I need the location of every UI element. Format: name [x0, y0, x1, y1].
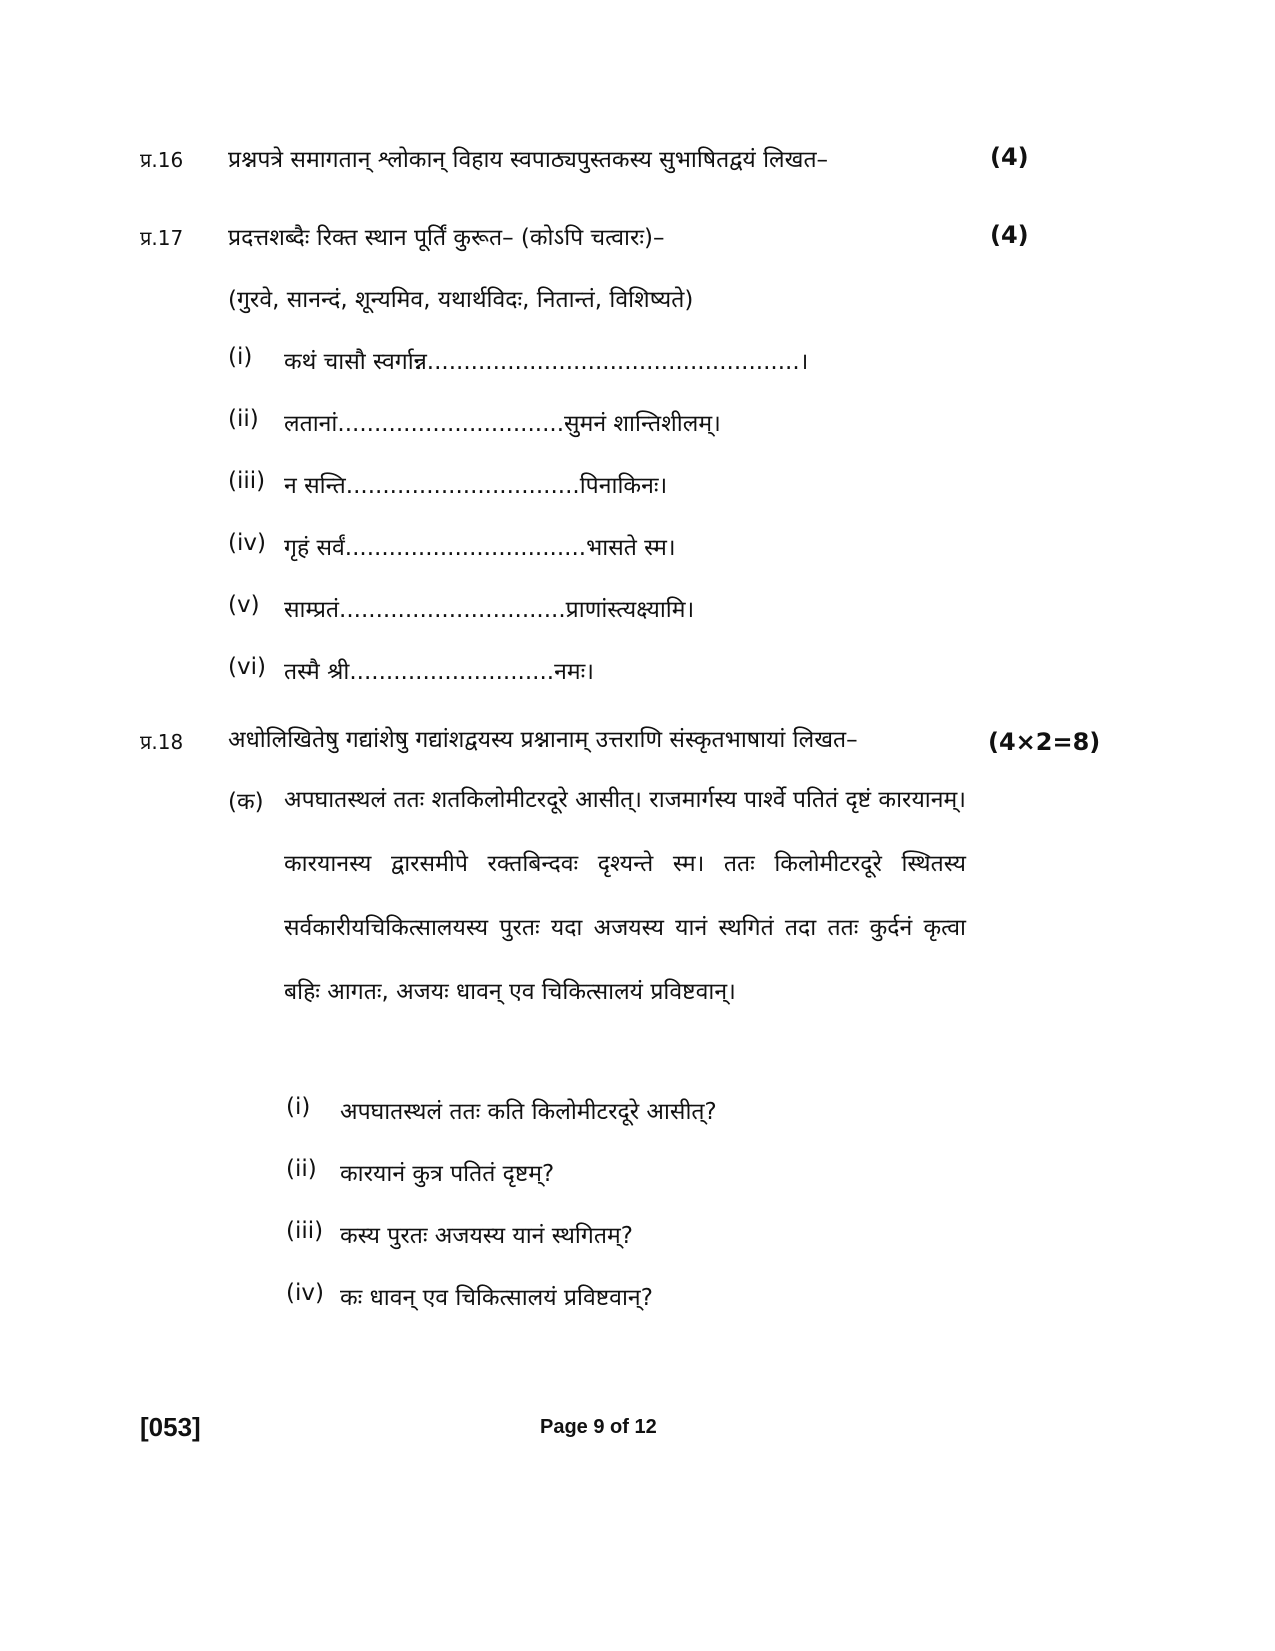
blank-item-text: गृहं सर्वं.................................भासते स्म। [284, 535, 676, 561]
paper-code: [053] [140, 1412, 201, 1442]
blank-item-label: (vi) [228, 654, 266, 680]
blank-item-label: (v) [228, 592, 260, 618]
passage-question-text: कः धावन् एव चिकित्सालयं प्रविष्टवान्? [340, 1285, 653, 1311]
blank-item-text: तस्मै श्री............................नमः। [284, 659, 594, 685]
passage-label: (क) [228, 789, 264, 815]
question-17-marks: (4) [990, 221, 1029, 249]
passage-question-text: कस्य पुरतः अजयस्य यानं स्थगितम्? [340, 1223, 633, 1249]
blank-item-label: (iii) [228, 468, 266, 494]
passage-question-label: (iii) [286, 1218, 324, 1244]
blank-item-label: (ii) [228, 406, 259, 432]
word-bank: (गुरवे, सानन्दं, शून्यमिव, यथार्थविदः, नितान्तं, विशिष्यते) [228, 287, 694, 313]
question-18-text: अधोलिखितेषु गद्यांशेषु गद्यांशद्वयस्य प्रश्नानाम् उत्तराणि संस्कृतभाषायां लिखत– [228, 727, 858, 753]
question-18-marks: (4×2=8) [988, 728, 1101, 756]
page-number: Page 9 of 12 [540, 1416, 657, 1438]
blank-item-label: (i) [228, 344, 253, 370]
blank-item-text: कथं चासौ स्वर्गान्न...................................................। [284, 349, 809, 375]
question-17-number: प्र.17 [140, 226, 184, 250]
question-18-number: प्र.18 [140, 730, 184, 754]
passage-question-label: (i) [286, 1094, 311, 1120]
question-16-marks: (4) [990, 143, 1029, 171]
question-16-number: प्र.16 [140, 148, 184, 172]
passage-text: अपघातस्थलं ततः शतकिलोमीटरदूरे आसीत्। राजमार्गस्य पार्श्वे पतितं दृष्टं कारयानम्। कारयानस्य द्वारसमीपे रक्तबिन्दवः दृश्यन्ते स्म। ततः किलोमीटरदूरे स्थितस्य सर्वकारीयचिकित्सालयस्य पुरतः यदा अजयस्य यानं स्थगितं तदा ततः कुर्दनं कृत्वा बहिः आगतः, अजयः धावन् एव चिकित्सालयं प्रविष्टवान्। [284, 787, 966, 1005]
passage-question-label: (iv) [286, 1280, 324, 1306]
passage-question-text: अपघातस्थलं ततः कति किलोमीटरदूरे आसीत्? [340, 1099, 717, 1125]
question-17-text: प्रदत्तशब्दैः रिक्त स्थान पूर्तिं कुरूत– (कोऽपि चत्वारः)– [228, 225, 665, 251]
passage-question-label: (ii) [286, 1156, 317, 1182]
blank-item-label: (iv) [228, 530, 266, 556]
blank-item-text: न सन्ति................................पिनाकिनः। [284, 473, 668, 499]
blank-item-text: साम्प्रतं...............................प्राणांस्त्यक्ष्यामि। [284, 597, 695, 623]
passage-question-text: कारयानं कुत्र पतितं दृष्टम्? [340, 1161, 555, 1187]
question-16-text: प्रश्नपत्रे समागतान् श्लोकान् विहाय स्वपाठ्यपुस्तकस्य सुभाषितद्वयं लिखत– [228, 147, 829, 173]
blank-item-text: लतानां...............................सुमनं शान्तिशीलम्। [284, 411, 721, 437]
